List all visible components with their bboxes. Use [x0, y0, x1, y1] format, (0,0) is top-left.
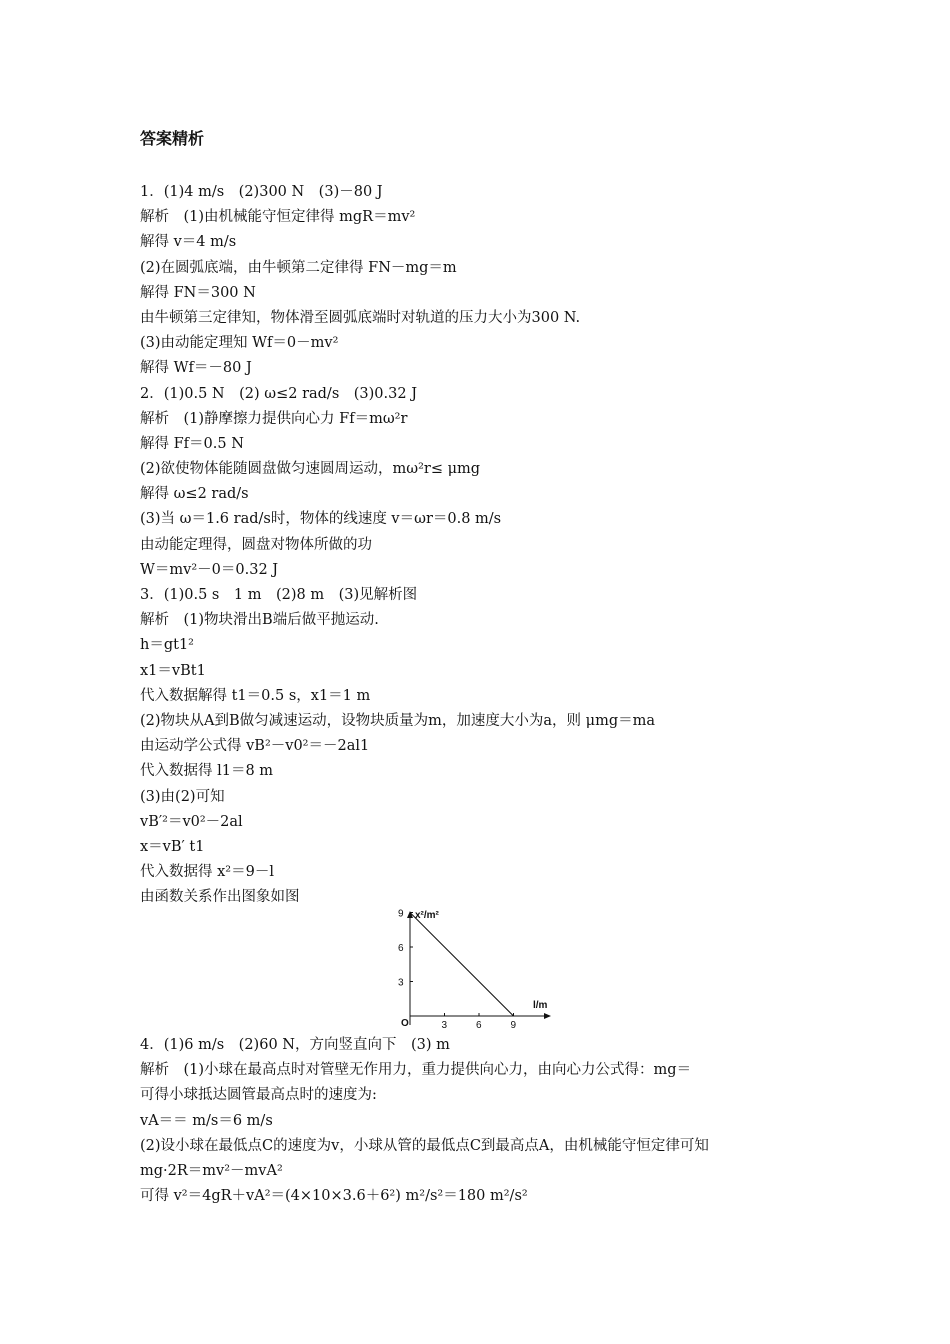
text-line: 解得 Ff＝0.5 N [140, 435, 244, 452]
answer-block-1-3 [140, 180, 840, 910]
text-line: 代入数据得 x²＝9－l [140, 864, 274, 881]
text-line: 由运动学公式得 vB²－v0²＝－2al1 [140, 738, 370, 755]
function-graph [395, 908, 555, 1030]
text-line: 由函数关系作出图象如图 [140, 889, 300, 906]
text-line: 4．(1)6 m/s (2)60 N，方向竖直向下 (3) m [140, 1037, 450, 1053]
text-line: x＝vB′ t1 [140, 838, 205, 855]
text-line: mg·2R＝mv²－mvA² [140, 1162, 283, 1179]
axis-ticks [398, 909, 517, 1031]
text-line: (2)欲使物体能随圆盘做匀速圆周运动，mω²r≤ μmg [140, 461, 481, 478]
text-line: 解得 FN＝300 N [140, 284, 256, 301]
x-tick-label: 6 [476, 1020, 482, 1030]
y-tick-label: 6 [398, 943, 404, 954]
text-line: 代入数据解得 t1＝0.5 s，x1＝1 m [140, 687, 371, 704]
y-tick-label: 3 [398, 977, 404, 989]
text-line: 解得 ω≤2 rad/s [140, 486, 249, 503]
text-line: 可得 v²＝4gR＋vA²＝(4×10×3.6＋6²) m²/s²＝180 m²/s² [140, 1188, 528, 1205]
text-line: vA＝＝ m/s＝6 m/s [140, 1112, 273, 1129]
x-tick-label: 9 [510, 1020, 517, 1030]
answer-block-4 [140, 1033, 840, 1209]
text-line: (3)由动能定理知 Wf＝0－mv² [140, 335, 339, 352]
x-tick-label: 3 [441, 1020, 448, 1030]
text-line: (2)在圆弧底端，由牛顿第二定律得 FN－mg＝m [140, 259, 457, 276]
page-title: 答案精析 [140, 129, 205, 148]
text-line: 代入数据得 l1＝8 m [140, 763, 274, 780]
text-line: (2)设小球在最低点C的速度为v，小球从管的最低点C到最高点A，由机械能守恒定律可知 [140, 1137, 709, 1154]
x-axis-label: l/m [533, 1000, 548, 1011]
text-line: 2．(1)0.5 N (2) ω≤2 rad/s (3)0.32 J [140, 385, 418, 402]
y-axis-label: x²/m² [415, 910, 439, 921]
text-line: h＝gt1² [140, 637, 194, 654]
text-line: vB′²＝v0²－2al [140, 813, 243, 830]
text-line: 解析 (1)由机械能守恒定律得 mgR＝mv² [140, 209, 416, 226]
text-line: 解得 v＝4 m/s [140, 234, 237, 251]
text-line: 解析 (1)物块滑出B端后做平抛运动. [140, 612, 379, 629]
x-axis-arrow [544, 1013, 551, 1019]
y-tick-label: 9 [398, 908, 404, 920]
text-line: 解析 (1)静摩擦力提供向心力 Ff＝mω²r [140, 410, 408, 427]
origin-label: O [401, 1018, 409, 1029]
text-line: 由动能定理得，圆盘对物体所做的功 [140, 536, 372, 553]
graph-line [410, 913, 514, 1017]
text-line: 由牛顿第三定律知，物体滑至圆弧底端时对轨道的压力大小为300 N. [140, 309, 581, 326]
text-line: 可得小球抵达圆管最高点时的速度为: [140, 1087, 377, 1104]
text-line: (2)物块从A到B做匀减速运动，设物块质量为m，加速度大小为a，则 μmg＝ma [140, 712, 656, 729]
text-line: (3)由(2)可知 [140, 788, 225, 805]
text-line: 解析 (1)小球在最高点时对管壁无作用力，重力提供向心力，由向心力公式得：mg＝ [140, 1062, 692, 1079]
text-line: 3．(1)0.5 s 1 m (2)8 m (3)见解析图 [140, 587, 418, 603]
text-line: 1．(1)4 m/s (2)300 N (3)－80 J [140, 184, 383, 200]
text-line: W＝mv²－0＝0.32 J [140, 561, 279, 578]
text-line: 解得 Wf＝－80 J [140, 360, 252, 377]
text-line: x1＝vBt1 [140, 662, 206, 679]
text-line: (3)当 ω＝1.6 rad/s时，物体的线速度 v＝ωr＝0.8 m/s [140, 511, 502, 528]
